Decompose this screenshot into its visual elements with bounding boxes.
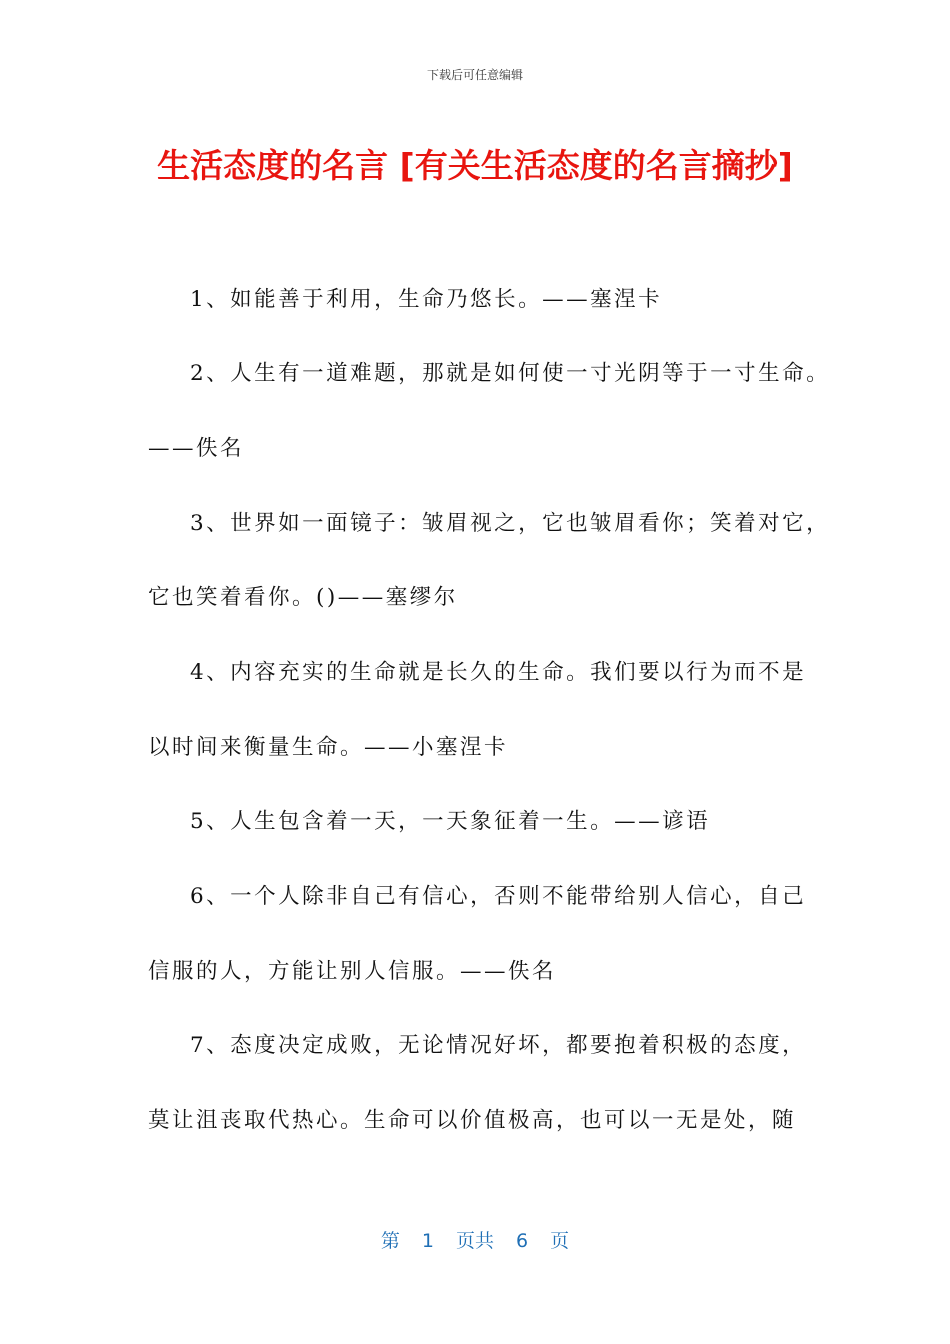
- quote-line: 它也笑着看你。()——塞缪尔: [148, 585, 458, 610]
- page-footer: [0, 1226, 950, 1253]
- document-title: 生活态度的名言 [有关生活态度的名言摘抄]: [157, 146, 793, 185]
- quote-line: 信服的人，方能让别人信服。——佚名: [148, 959, 557, 984]
- footer-suffix: 页: [550, 1230, 570, 1252]
- footer-page-number: 1: [421, 1230, 434, 1252]
- footer-prefix: 第: [380, 1230, 400, 1252]
- quote-line: 5、人生包含着一天，一天象征着一生。——谚语: [190, 809, 711, 834]
- quote-line: 莫让沮丧取代热心。生命可以价值极高，也可以一无是处，随: [148, 1108, 797, 1133]
- footer-total-pages: 6: [516, 1230, 529, 1252]
- quote-line: 以时间来衡量生命。——小塞涅卡: [148, 735, 509, 760]
- quote-line: 2、人生有一道难题，那就是如何使一寸光阴等于一寸生命。: [190, 361, 831, 386]
- quote-line: 3、世界如一面镜子：皱眉视之，它也皱眉看你；笑着对它，: [190, 511, 831, 536]
- quote-line: ——佚名: [148, 436, 245, 461]
- quote-line: 1、如能善于利用，生命乃悠长。——塞涅卡: [190, 287, 663, 312]
- quote-line: 7、态度决定成败，无论情况好坏，都要抱着积极的态度，: [190, 1033, 807, 1058]
- header-note: 下载后可任意编辑: [426, 68, 523, 82]
- footer-middle: 页共: [455, 1230, 494, 1252]
- quote-line: 4、内容充实的生命就是长久的生命。我们要以行为而不是: [190, 660, 807, 685]
- quote-line: 6、一个人除非自己有信心，否则不能带给别人信心，自己: [190, 884, 807, 909]
